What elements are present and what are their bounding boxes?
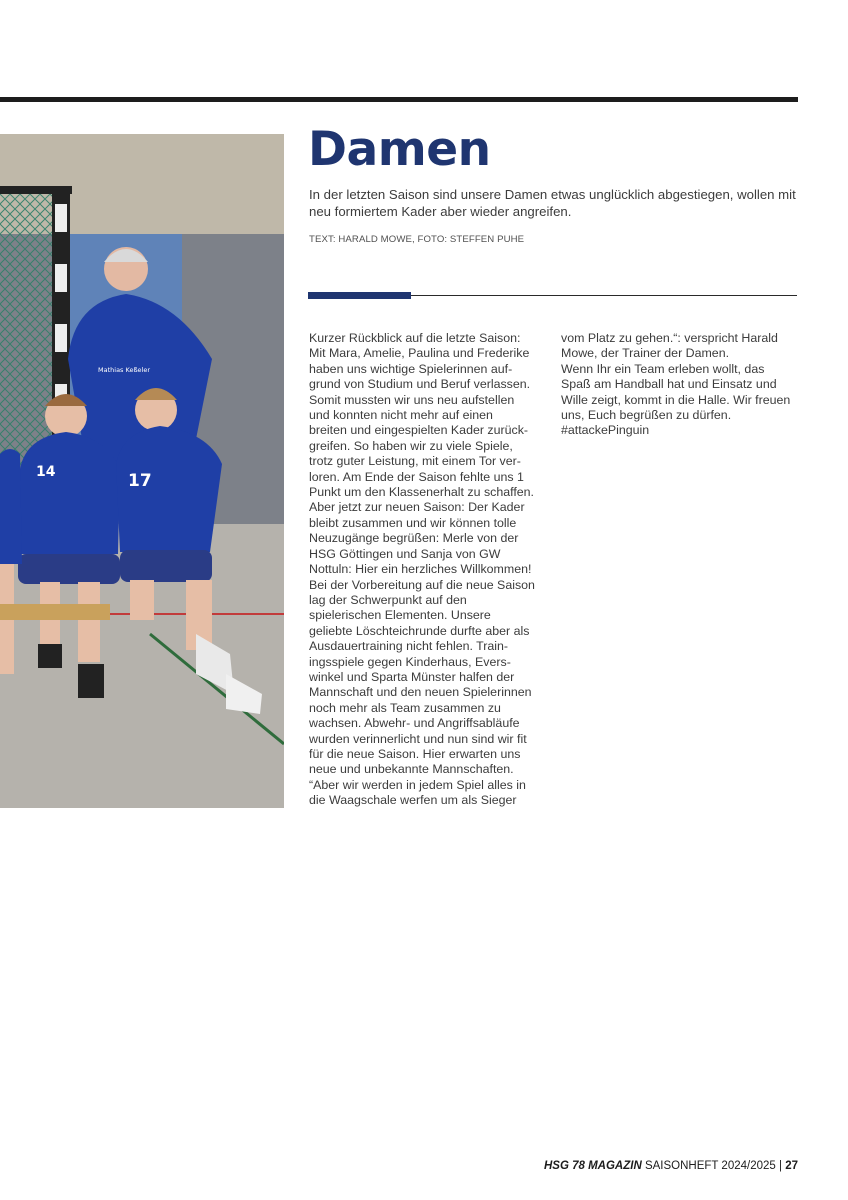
article-intro: In der letzten Saison sind unsere Damen etwas unglücklich abgestiegen, wollen mit neu formiertem Kader aber wieder angreifen. bbox=[309, 187, 796, 219]
article-body-column-left: Kurzer Rückblick auf die letzte Saison: Mit Mara, Amelie, Paulina und Frederike haben uns wichtige Spielerinnen auf- grund von Studium und Beruf verlassen. Somit mussten wir uns neu aufstellen und konnten nicht mehr auf einen breiten und eingespielten Kader zurück- greifen. So haben wir zu viele Spiele, trotz guter Leistung, mit einem Tor ver- loren. Am Ende der Saison fehlte uns 1 Punkt um den Klassenerhalt zu schaffen. Aber jetzt zur neuen Saison: Der Kader bleibt zusammen und wir können tolle Neuzugänge begrüßen: Merle von der HSG Göttingen und Sanja von GW Nottuln: Hier ein herzliches Willkommen! Bei der Vorbereitung auf die neue Saison lag der Schwerpunkt auf den spielerischen Elementen. Unsere geliebte Löschteichrunde durfte aber als Ausdauertraining nicht fehlen. Train- ingsspiele gegen Kinderhaus, Evers- winkel und Sparta Münster halfen der Mannschaft und den neuen Spielerinnen noch mehr als Team zusammen zu wachsen. Abwehr- und Angriffsabläufe wurden verinnerlicht und nun sind wir fit für die neue Saison. Hier erwarten uns neue und unbekannte Mannschaften. “Aber wir werden in jedem Spiel alles in die Waagschale werfen um als Sieger bbox=[309, 331, 535, 808]
footer-brand: HSG 78 MAGAZIN bbox=[543, 1160, 642, 1172]
section-divider-accent bbox=[308, 292, 411, 299]
team-photo bbox=[0, 134, 284, 808]
article-credit: TEXT: HARALD MOWE, FOTO: STEFFEN PUHE bbox=[309, 234, 525, 245]
page-number: 27 bbox=[785, 1160, 798, 1172]
jersey-number-17: 17 bbox=[128, 471, 152, 491]
top-rule bbox=[0, 97, 798, 102]
footer-separator: | bbox=[779, 1160, 782, 1172]
article-title: Damen bbox=[308, 122, 491, 177]
article-body-column-right: vom Platz zu gehen.“: verspricht Harald Mowe, der Trainer der Damen. Wenn Ihr ein Team erleben wollt, das Spaß am Handball hat und Einsatz und Wille zeigt, kommt in die Halle. Wir freuen uns, Euch begrüßen zu dürfen. #attackePinguin bbox=[561, 331, 791, 438]
jersey-number-14: 14 bbox=[36, 464, 56, 480]
sponsor-text: Mathias Keßeler bbox=[98, 366, 151, 374]
footer-issue: SAISONHEFT 2024/2025 bbox=[644, 1160, 776, 1172]
team-photo-illustration bbox=[0, 134, 284, 808]
page-footer bbox=[544, 1160, 798, 1172]
